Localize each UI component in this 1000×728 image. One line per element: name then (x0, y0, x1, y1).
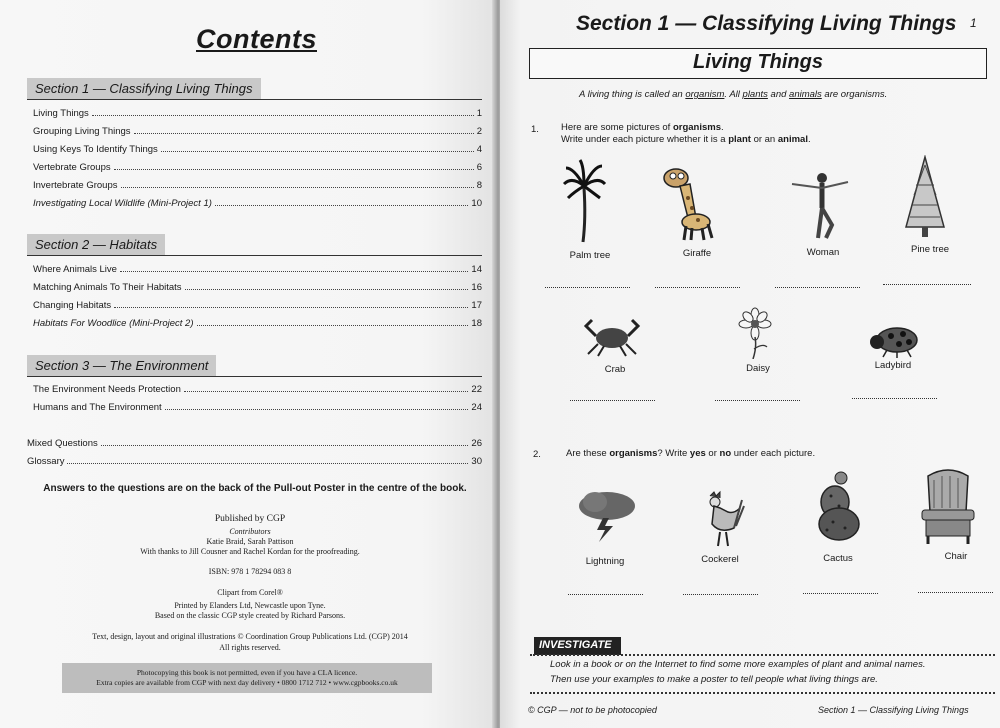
topic-title: Living Things (693, 51, 823, 73)
daisy-picture (733, 307, 779, 359)
toc-title: Where Animals Live (33, 264, 117, 275)
chair-picture (920, 466, 976, 546)
answer-line[interactable] (775, 287, 860, 288)
intro-part: . All (724, 89, 740, 100)
q-keyword: no (719, 448, 732, 459)
q-part: . (807, 134, 811, 145)
footer-copyright: © CGP — not to be photocopied (528, 705, 657, 715)
toc-page: 17 (471, 300, 482, 311)
toc-leader (134, 133, 474, 134)
q-part: Are these (566, 448, 607, 459)
toc-page: 2 (476, 126, 482, 137)
toc-page: 18 (471, 318, 482, 329)
toc-row[interactable] (33, 313, 482, 329)
intro-text (579, 89, 887, 100)
toc-row[interactable] (33, 139, 482, 155)
toc-leader (114, 169, 474, 170)
rights: All rights reserved. (219, 643, 281, 652)
answer-line[interactable] (803, 593, 878, 594)
toc-page: 16 (471, 282, 482, 293)
contributors-label: Contributors (229, 527, 271, 536)
giraffe-label: Giraffe (682, 248, 712, 259)
toc-page: 6 (476, 162, 482, 173)
giraffe-picture (660, 158, 720, 243)
toc-row[interactable] (33, 397, 482, 413)
question-1-text (561, 122, 811, 146)
crab-picture (582, 316, 642, 358)
photocopy-line-2: Extra copies are available from CGP with next day delivery • 0800 1712 712 • www.cgpbooks.co.uk (96, 678, 398, 687)
toc-page: 8 (476, 180, 482, 191)
q-part: or an (753, 134, 776, 145)
section-1-heading: Section 1 — Classifying Living Things (27, 78, 261, 100)
contributors: Katie Braid, Sarah Pattison (206, 537, 294, 546)
q-keyword: animal (777, 134, 808, 145)
ladybird-label: Ladybird (874, 360, 912, 371)
q-part: ? Write (657, 448, 688, 459)
toc-title: Invertebrate Groups (33, 180, 118, 191)
answer-line[interactable] (683, 594, 758, 595)
toc-row[interactable] (33, 277, 482, 293)
answer-line[interactable] (570, 400, 655, 401)
isbn: ISBN: 978 1 78294 083 8 (208, 567, 292, 576)
copyright: Text, design, layout and original illustrations © Coordination Group Publications Ltd. (CGP) 2014 (92, 632, 408, 641)
answers-note: Answers to the questions are on the back of the Pull-out Poster in the centre of the book. (43, 483, 467, 494)
toc-title: Using Keys To Identify Things (33, 144, 158, 155)
answer-line[interactable] (883, 284, 971, 285)
toc-page: 24 (471, 402, 482, 413)
investigate-label: INVESTIGATE (534, 637, 621, 655)
section-1-rule (27, 99, 482, 100)
toc-page: 22 (471, 384, 482, 395)
clipart-credit: Clipart from Corel® (217, 588, 283, 597)
chair-label: Chair (944, 551, 968, 562)
question-2-text (566, 448, 815, 460)
answer-line[interactable] (715, 400, 800, 401)
toc-page: 30 (471, 456, 482, 467)
footer-section: Section 1 — Classifying Living Things (818, 705, 969, 715)
toc-page: 4 (476, 144, 482, 155)
lightning-label: Lightning (585, 556, 625, 567)
toc-leader (184, 391, 469, 392)
contents-title: Contents (196, 24, 317, 54)
toc-title: Humans and The Environment (33, 402, 162, 413)
published-by: Published by CGP (214, 514, 286, 524)
cactus-picture (805, 466, 865, 548)
intro-keyword: animals (789, 89, 822, 100)
topic-title-box (529, 48, 987, 79)
intro-keyword: organism (685, 89, 725, 100)
toc-leader (185, 289, 469, 290)
toc-title: Living Things (33, 108, 89, 119)
toc-leader (67, 463, 468, 464)
toc-row[interactable] (33, 121, 482, 137)
printer: Printed by Elanders Ltd, Newcastle upon Tyne. (174, 601, 326, 610)
toc-leader (197, 325, 469, 326)
q-keyword: plant (728, 134, 751, 145)
q-part: Here are some pictures of (561, 122, 671, 133)
cockerel-label: Cockerel (701, 554, 739, 565)
toc-title: The Environment Needs Protection (33, 384, 181, 395)
toc-title: Habitats For Woodlice (Mini-Project 2) (33, 318, 194, 329)
q-keyword: organisms (609, 448, 658, 459)
toc-leader (92, 115, 474, 116)
thanks: With thanks to Jill Cousner and Rachel Kordan for the proofreading. (140, 547, 360, 556)
intro-part: are organisms. (824, 89, 888, 100)
investigate-line-1: Look in a book or on the Internet to find some more examples of plant and animal names. (550, 659, 926, 670)
toc-row[interactable] (27, 433, 482, 449)
toc-page: 26 (471, 438, 482, 449)
answer-line[interactable] (655, 287, 740, 288)
q-part: or (708, 448, 717, 459)
q-part: Write under each picture whether it is a (561, 134, 726, 145)
intro-part: and (770, 89, 787, 100)
toc-page: 1 (476, 108, 482, 119)
pine-tree-label: Pine tree (910, 244, 950, 255)
daisy-label: Daisy (746, 363, 770, 374)
toc-title: Mixed Questions (27, 438, 98, 449)
page-number: 1 (970, 16, 977, 30)
toc-leader (101, 445, 469, 446)
q-keyword: yes (689, 448, 706, 459)
question-1-number: 1. (531, 124, 539, 135)
toc-title: Grouping Living Things (33, 126, 131, 137)
photocopy-notice (62, 663, 432, 693)
toc-row[interactable] (33, 175, 482, 191)
toc-row[interactable] (33, 193, 482, 209)
toc-row[interactable] (33, 259, 482, 275)
toc-leader (165, 409, 469, 410)
investigate-line-2: Then use your examples to make a poster to tell people what living things are. (550, 674, 878, 685)
toc-title: Investigating Local Wildlife (Mini-Project 1) (33, 198, 212, 209)
photocopy-line-1: Photocopying this book is not permitted, even if you have a CLA licence. (136, 668, 358, 677)
ladybird-picture (865, 322, 923, 358)
answer-line[interactable] (852, 398, 937, 399)
toc-row[interactable] (33, 157, 482, 173)
toc-leader (114, 307, 468, 308)
section-3-rule (27, 376, 482, 377)
toc-row[interactable] (33, 103, 482, 119)
toc-leader (215, 205, 469, 206)
section-2-rule (27, 255, 482, 256)
based-on: Based on the classic CGP style created by Richard Parsons. (154, 611, 346, 620)
toc-leader (121, 187, 474, 188)
toc-row[interactable] (33, 295, 482, 311)
worksheet-page (500, 0, 1000, 728)
intro-part: A living thing is called an (579, 89, 683, 100)
toc-leader (161, 151, 474, 152)
q-part: under each picture. (733, 448, 816, 459)
answer-line[interactable] (568, 594, 643, 595)
toc-page: 10 (471, 198, 482, 209)
palm-tree-picture (562, 158, 606, 244)
toc-row[interactable] (33, 379, 482, 395)
pine-tree-picture (900, 155, 950, 240)
cactus-label: Cactus (823, 553, 853, 564)
answer-line[interactable] (545, 287, 630, 288)
toc-title: Glossary (27, 456, 65, 467)
woman-picture (782, 170, 852, 240)
toc-title: Changing Habitats (33, 300, 112, 311)
contents-page (0, 0, 497, 728)
section-title: Section 1 — Classifying Living Things (576, 12, 957, 35)
toc-leader (120, 271, 468, 272)
answer-line[interactable] (918, 592, 993, 593)
section-3-heading: Section 3 — The Environment (27, 355, 216, 377)
palm-tree-label: Palm tree (569, 250, 611, 261)
toc-title: Matching Animals To Their Habitats (33, 282, 182, 293)
lightning-picture (575, 488, 637, 542)
intro-keyword: plants (742, 89, 768, 100)
q-keyword: organisms (672, 122, 721, 133)
cockerel-picture (700, 490, 746, 548)
crab-label: Crab (604, 364, 626, 375)
toc-row[interactable] (27, 451, 482, 467)
toc-title: Vertebrate Groups (33, 162, 111, 173)
woman-label: Woman (806, 247, 840, 258)
toc-page: 14 (471, 264, 482, 275)
question-2-number: 2. (533, 449, 541, 460)
section-2-heading: Section 2 — Habitats (27, 234, 165, 256)
q-part: . (720, 122, 724, 133)
